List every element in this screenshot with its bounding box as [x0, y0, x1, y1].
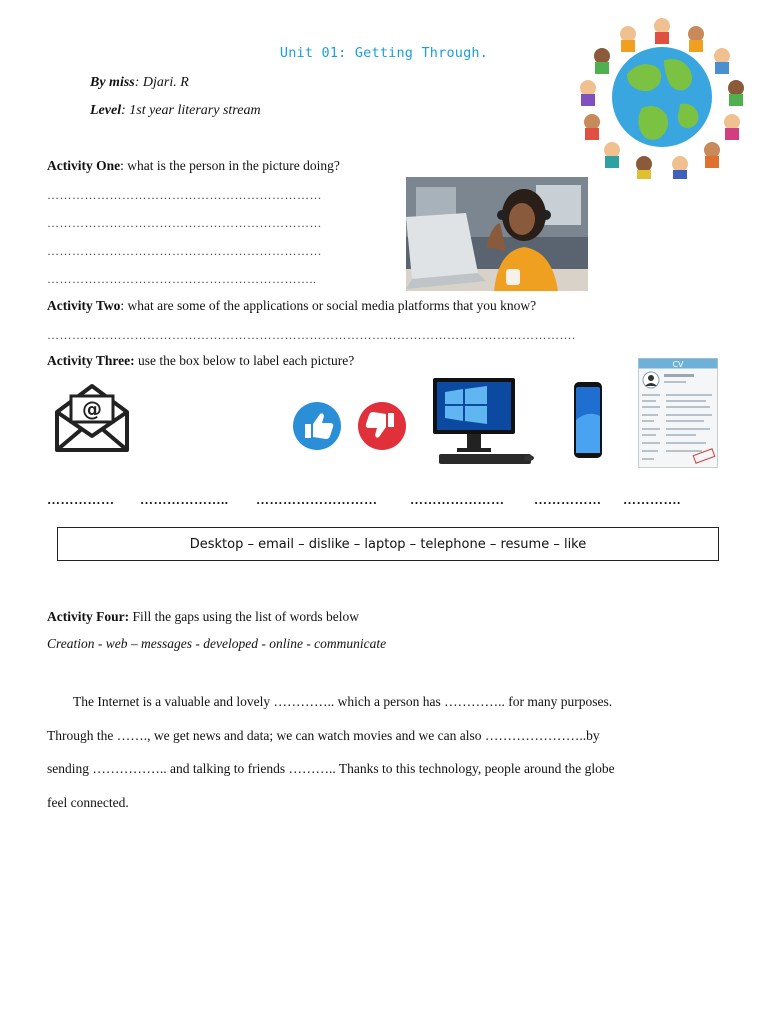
telephone-smartphone-icon: [572, 380, 604, 460]
activity-four-label: Activity Four:: [47, 609, 130, 624]
activity-four-word-list: Creation - web – messages - developed - online - communicate: [47, 636, 387, 651]
answer-line[interactable]: ……………………………………………………………………………………………………………….: [47, 328, 576, 342]
desktop-computer-icon: [431, 376, 537, 466]
like-thumbs-up-icon: [291, 401, 343, 451]
label-blank[interactable]: ……………: [534, 492, 602, 507]
activity-two-heading: [47, 298, 536, 314]
cv-label: CV: [672, 360, 684, 369]
gap-fill-paragraph: [47, 685, 727, 819]
activity-three-label: Activity Three:: [47, 353, 135, 368]
activity-two-prompt: : what are some of the applications or social media platforms that you know?: [120, 298, 537, 313]
level-label: Level: [90, 103, 122, 118]
paragraph-line: Through the ……., we get news and data; we can watch movies and we can also …………………..by: [47, 727, 600, 743]
svg-text:@: @: [82, 397, 102, 421]
answer-line[interactable]: …………………………………………………………: [47, 244, 322, 258]
word-bank-text: Desktop – email – dislike – laptop – telephone – resume – like: [189, 536, 587, 552]
author-line: [90, 75, 189, 91]
dislike-thumbs-down-icon: [356, 401, 408, 451]
paragraph-line: sending …………….. and talking to friends ……….. Thanks to this technology, people around the globe: [47, 761, 615, 776]
label-blank[interactable]: ……………: [47, 492, 115, 507]
video-call-photo: [406, 177, 588, 291]
label-blank[interactable]: …………………: [410, 492, 505, 507]
label-blank[interactable]: ………………………: [256, 492, 378, 507]
email-envelope-icon: [53, 380, 131, 454]
label-blank[interactable]: ………………..: [140, 492, 229, 507]
globe-children-illustration: [572, 12, 752, 180]
resume-cv-document-icon: [638, 358, 718, 468]
activity-three-heading: [47, 353, 354, 369]
author-value: : Djari. R: [134, 75, 189, 90]
unit-title: Unit 01: Getting Through.: [279, 45, 489, 61]
activity-one-heading: [47, 158, 340, 174]
answer-line[interactable]: …………………………………………………………: [47, 216, 322, 230]
paragraph-line: feel connected.: [47, 794, 129, 810]
level-line: [90, 103, 261, 119]
paragraph-line: The Internet is a valuable and lovely ………….. which a person has ………….. for many purposes.: [73, 694, 613, 709]
activity-three-prompt: use the box below to label each picture?: [134, 353, 355, 368]
answer-line[interactable]: ………………………………………………………..: [47, 272, 317, 286]
activity-two-label: Activity Two: [47, 298, 121, 313]
activity-four-heading: [47, 609, 359, 625]
label-blank[interactable]: ………….: [623, 492, 681, 507]
answer-line[interactable]: …………………………………………………………: [47, 188, 322, 202]
author-label: By miss: [90, 75, 135, 90]
level-value: : 1st year literary stream: [121, 103, 261, 118]
word-bank-box: [57, 527, 719, 561]
activity-four-prompt: Fill the gaps using the list of words below: [129, 609, 359, 624]
activity-one-prompt: : what is the person in the picture doing?: [120, 158, 340, 173]
activity-one-label: Activity One: [47, 158, 121, 173]
